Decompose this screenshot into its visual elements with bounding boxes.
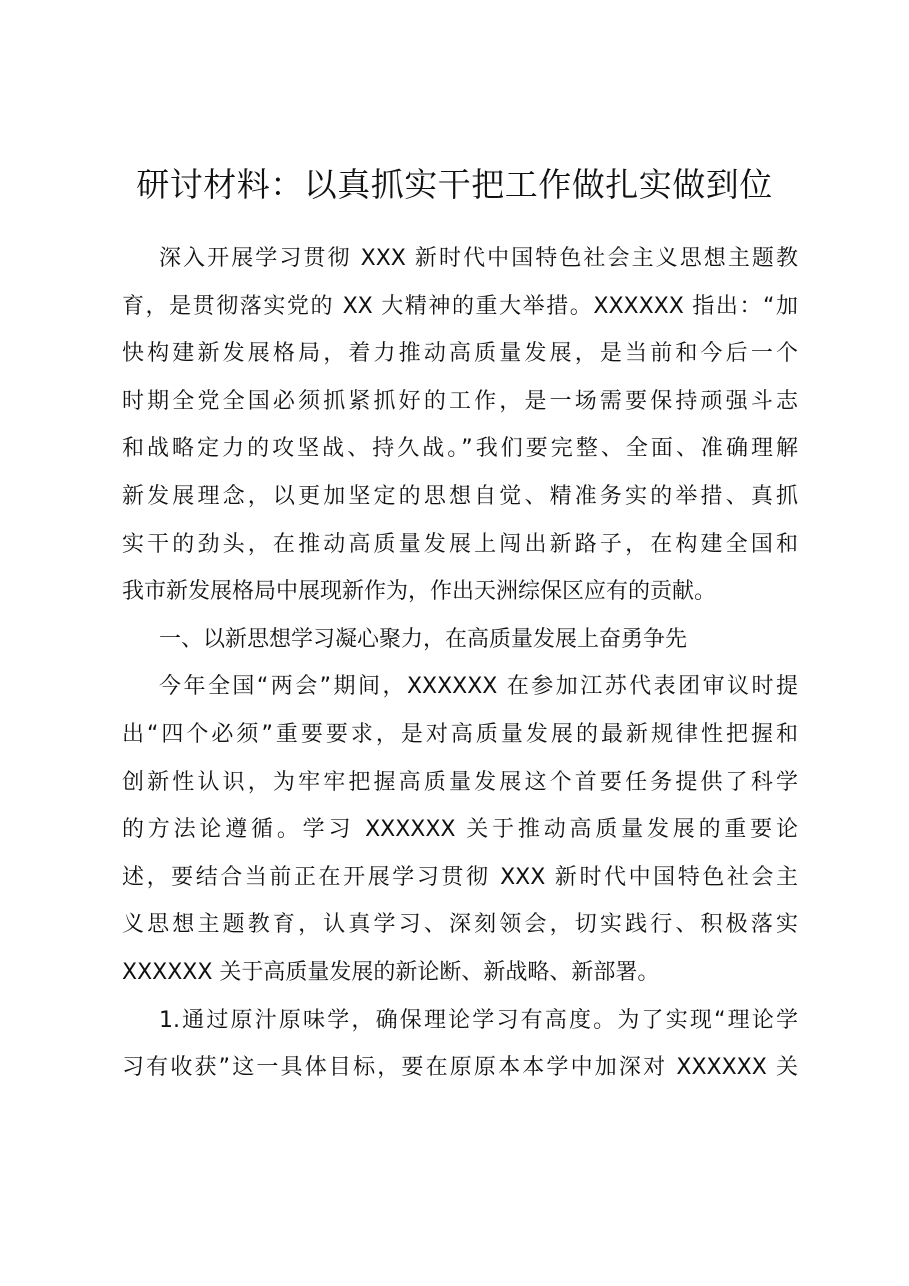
body-line: 快构建新发展格局，着力推动高质量发展，是当前和今后一个 bbox=[122, 341, 798, 367]
document-title: 研讨材料：以真抓实干把工作做扎实做到位 bbox=[136, 165, 773, 204]
body-line: 我市新发展格局中展现新作为，作出天洲综保区应有的贡献。 bbox=[122, 579, 717, 605]
body-line: 深入开展学习贯彻 XXX 新时代中国特色社会主义思想主题教 bbox=[159, 246, 798, 271]
document-body bbox=[122, 235, 798, 1092]
body-line: 的方法论遵循。学习 XXXXXX 关于推动高质量发展的重要论 bbox=[122, 817, 798, 843]
body-line: 育，是贯彻落实党的 XX 大精神的重大举措。XXXXXX 指出：“加 bbox=[122, 293, 798, 319]
body-line: 述，要结合当前正在开展学习贯彻 XXX 新时代中国特色社会主 bbox=[122, 864, 798, 890]
body-line: 时期全党全国必须抓紧抓好的工作，是一场需要保持顽强斗志 bbox=[122, 388, 798, 414]
body-line: 1.通过原汁原味学，确保理论学习有高度。为了实现“理论学 bbox=[159, 1007, 798, 1033]
section-heading: 一、以新思想学习凝心聚力，在高质量发展上奋勇争先 bbox=[159, 626, 688, 652]
body-line: 和战略定力的攻坚战、持久战。”我们要完整、全面、准确理解 bbox=[122, 436, 798, 462]
body-line: 义思想主题教育，认真学习、深刻领会，切实践行、积极落实 bbox=[122, 912, 798, 938]
body-line: 出“四个必须”重要要求，是对高质量发展的最新规律性把握和 bbox=[122, 721, 798, 747]
body-line: XXXXXX 关于高质量发展的新论断、新战略、新部署。 bbox=[122, 959, 660, 985]
body-line: 创新性认识，为牢牢把握高质量发展这个首要任务提供了科学 bbox=[122, 769, 798, 795]
body-line: 今年全国“两会”期间，XXXXXX 在参加江苏代表团审议时提 bbox=[159, 674, 798, 700]
body-line: 习有收获”这一具体目标，要在原原本本学中加深对 XXXXXX 关 bbox=[122, 1055, 798, 1081]
body-line: 新发展理念，以更加坚定的思想自觉、精准务实的举措、真抓 bbox=[122, 483, 798, 509]
body-line: 实干的劲头，在推动高质量发展上闯出新路子，在构建全国和 bbox=[122, 531, 798, 557]
